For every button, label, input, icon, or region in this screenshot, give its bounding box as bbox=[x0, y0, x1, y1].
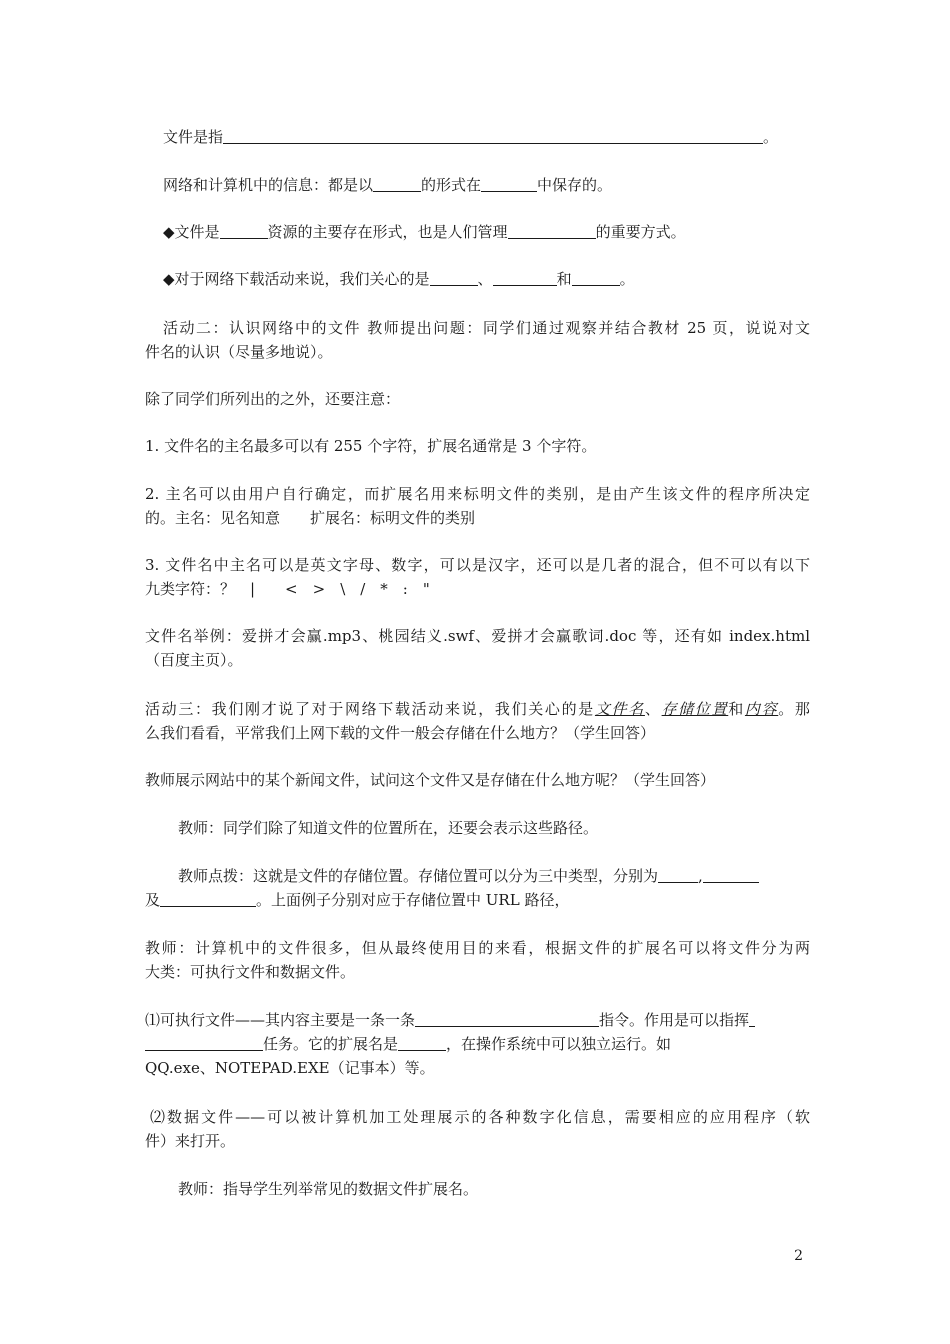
text: 任务。它的扩展名是 bbox=[263, 1035, 399, 1053]
text: 中保存的。 bbox=[537, 176, 613, 194]
text: 教师点拨：这就是文件的存储位置。存储位置可以分为三中类型，分别为 bbox=[178, 867, 659, 885]
filename-example-line1: 文件名举例：爱拼才会赢.mp3、桃园结义.swf、爱拼才会赢歌词.doc 等，还有如 index.html bbox=[145, 627, 810, 645]
activity-three-heading: 活动三： bbox=[145, 700, 212, 718]
activity-two-heading: 活动二： bbox=[163, 319, 230, 337]
fill-blank bbox=[508, 224, 596, 239]
teacher-line-1: 教师：同学们除了知道文件的位置所在，还要会表示这些路径。 bbox=[178, 819, 599, 837]
rule-1: 1. 文件名的主名最多可以有 255 个字符，扩展名通常是 3 个字符。 bbox=[145, 437, 597, 455]
text: ⑴可执行文件——其内容主要是一条一条 bbox=[145, 1011, 416, 1029]
teacher-line-3b: 大类：可执行文件和数据文件。 bbox=[145, 963, 356, 981]
fill-blank bbox=[703, 868, 759, 883]
file-definition-line bbox=[163, 127, 828, 147]
text: ，在操作系统中可以独立运行。如 bbox=[446, 1035, 672, 1053]
activity-two-line2: 件名的认识（尽量多地说）。 bbox=[145, 343, 333, 361]
rule-2-line2: 的。主名：见名知意 扩展名：标明文件的类别 bbox=[145, 509, 476, 527]
keyword-filename: 文件名 bbox=[594, 700, 645, 718]
note-line: 除了同学们所列出的之外，还要注意： bbox=[145, 390, 401, 408]
text: ◆文件是 bbox=[163, 223, 220, 241]
text: 。 bbox=[763, 128, 779, 146]
data-file-line1: ⑵数据文件——可以被计算机加工处理展示的各种数字化信息，需要相应的应用程序（软 bbox=[150, 1108, 810, 1126]
rule-3-line1: 3. 文件名中主名可以是英文字母、数字，可以是汉字，还可以是几者的混合，但不可以有以下 bbox=[145, 556, 810, 574]
text: 认识网络中的文件 教师提出问题：同学们通过观察并结合教材 25 页，说说对文 bbox=[229, 319, 810, 337]
teacher-line-4: 教师：指导学生列举常见的数据文件扩展名。 bbox=[178, 1180, 479, 1198]
fill-blank bbox=[398, 1036, 446, 1051]
teacher-line-3a: 教师：计算机中的文件很多，但从最终使用目的来看，根据文件的扩展名可以将文件分为两 bbox=[145, 939, 810, 957]
text: 的形式在 bbox=[421, 176, 482, 194]
activity-two-line1 bbox=[163, 318, 810, 338]
text: 。上面例子分别对应于存储位置中 URL 路径， bbox=[256, 891, 570, 909]
activity-three-line2: 么我们看看，平常我们上网下载的文件一般会存储在什么地方？（学生回答） bbox=[145, 724, 656, 742]
fill-blank bbox=[481, 177, 537, 192]
data-file-line2: 件）来打开。 bbox=[145, 1132, 236, 1150]
page-number: 2 bbox=[794, 1248, 803, 1264]
fill-blank bbox=[223, 129, 763, 144]
fill-blank bbox=[415, 1012, 599, 1027]
text: 我们刚才说了对于网络下载活动来说，我们关心的是 bbox=[211, 700, 595, 718]
text: 的重要方式。 bbox=[595, 223, 686, 241]
info-storage-line bbox=[163, 175, 828, 195]
filename-example-line2: （百度主页）。 bbox=[145, 651, 243, 669]
executable-line3: QQ.exe、NOTEPAD.EXE（记事本）等。 bbox=[145, 1059, 435, 1077]
text: 文件是指 bbox=[163, 128, 224, 146]
text: 及 bbox=[145, 891, 161, 909]
executable-line2 bbox=[145, 1034, 810, 1054]
text: 网络和计算机中的信息：都是以 bbox=[163, 176, 374, 194]
text: 、 bbox=[477, 270, 493, 288]
text: 、 bbox=[644, 700, 662, 718]
text: 和 bbox=[728, 700, 745, 718]
fill-blank bbox=[749, 1012, 755, 1027]
fill-blank bbox=[658, 868, 698, 883]
teacher-tip-line1 bbox=[178, 866, 810, 886]
fill-blank bbox=[373, 177, 421, 192]
text: 。那 bbox=[778, 700, 810, 718]
text: 指令。作用是可以指挥 bbox=[599, 1011, 750, 1029]
rule-3-line2: 九类字符：？ | < > \ / * : " bbox=[145, 580, 430, 598]
teacher-show-line: 教师展示网站中的某个新闻文件，试问这个文件又是存储在什么地方呢？（学生回答） bbox=[145, 771, 716, 789]
fill-blank bbox=[220, 224, 268, 239]
keyword-storage-location: 存储位置 bbox=[661, 700, 729, 718]
fill-blank bbox=[493, 271, 557, 286]
fill-blank bbox=[430, 271, 478, 286]
text: , bbox=[698, 867, 703, 885]
fill-blank bbox=[145, 1036, 263, 1051]
executable-line1 bbox=[145, 1010, 810, 1030]
text: 资源的主要存在形式，也是人们管理 bbox=[267, 223, 508, 241]
teacher-tip-line2 bbox=[145, 890, 810, 910]
activity-three-line1 bbox=[145, 699, 810, 719]
bullet-download-concerns bbox=[163, 269, 828, 289]
bullet-file-resource bbox=[163, 222, 828, 242]
fill-blank bbox=[160, 892, 256, 907]
fill-blank bbox=[572, 271, 620, 286]
rule-2-line1: 2. 主名可以由用户自行确定，而扩展名用来标明文件的类别，是由产生该文件的程序所决定 bbox=[145, 485, 810, 503]
text: ◆对于网络下载活动来说，我们关心的是 bbox=[163, 270, 430, 288]
keyword-content: 内容 bbox=[744, 700, 779, 718]
text: 。 bbox=[619, 270, 635, 288]
text: 和 bbox=[556, 270, 572, 288]
